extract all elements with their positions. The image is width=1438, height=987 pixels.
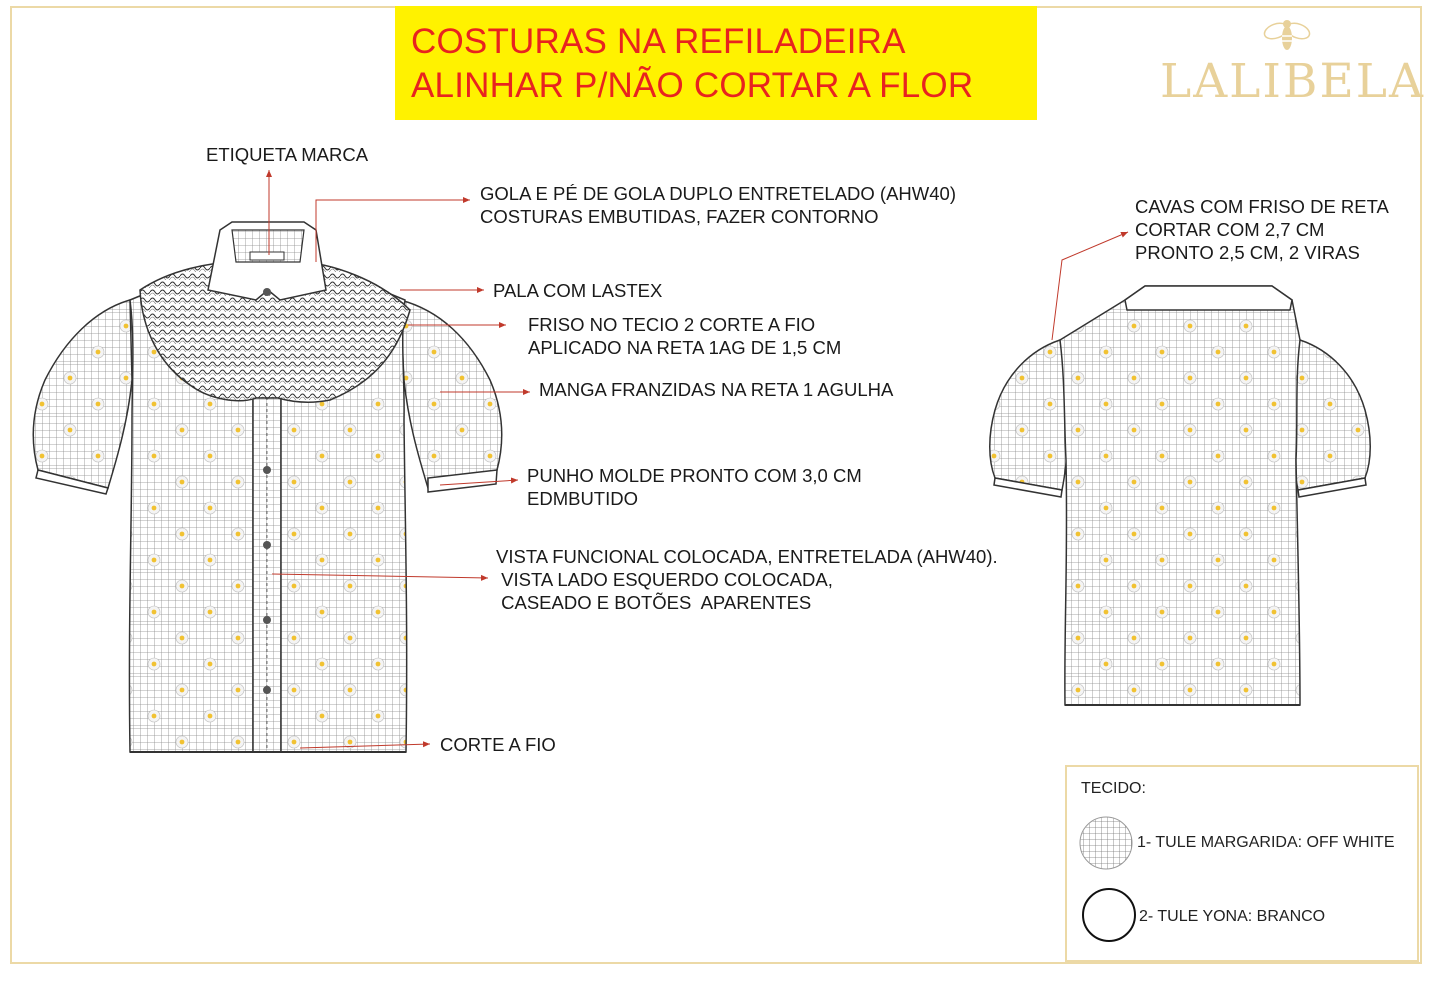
front-right-sleeve (400, 300, 502, 488)
note-etiqueta-marca: ETIQUETA MARCA (206, 144, 369, 165)
note-pala: PALA COM LASTEX (493, 280, 663, 301)
note-punho: PUNHO MOLDE PRONTO COM 3,0 CM EDMBUTIDO (527, 465, 862, 509)
note-friso: FRISO NO TECIO 2 CORTE A FIO APLICADO NA RETA 1AG DE 1,5 CM (528, 314, 842, 358)
brand-logo: LALIBELA (1160, 54, 1425, 109)
note-manga: MANGA FRANZIDAS NA RETA 1 AGULHA (539, 379, 894, 400)
back-left-sleeve (990, 340, 1069, 490)
note-cavas: CAVAS COM FRISO DE RETA CORTAR COM 2,7 CM PRONTO 2,5 CM, 2 VIRAS (1135, 196, 1389, 263)
front-left-sleeve (33, 300, 132, 488)
legend-swatch-tule-margarida (1077, 815, 1135, 871)
banner-line-2: ALINHAR P/NÃO CORTAR A FLOR (411, 66, 974, 105)
note-corte-a-fio: CORTE A FIO (440, 734, 556, 755)
back-shirt (990, 286, 1371, 705)
legend-item-2: 2- TULE YONA: BRANCO (1139, 908, 1326, 925)
front-shirt (33, 222, 501, 752)
note-vista: VISTA FUNCIONAL COLOCADA, ENTRETELADA (AHW40). VISTA LADO ESQUERDO COLOCADA, CASEADO E BOTÕES APARENTES (496, 546, 998, 613)
legend-item-1: 1- TULE MARGARIDA: OFF WHITE (1137, 834, 1395, 851)
back-body (1060, 286, 1300, 705)
back-right-sleeve (1291, 340, 1370, 490)
banner-line-1: COSTURAS NA REFILADEIRA (411, 22, 906, 61)
brand-label (250, 252, 284, 260)
legend-swatch-tule-yona (1079, 885, 1139, 945)
legend-title: TECIDO: (1081, 780, 1146, 797)
note-gola: GOLA E PÉ DE GOLA DUPLO ENTRETELADO (AHW40) COSTURAS EMBUTIDAS, FAZER CONTORNO (480, 183, 956, 227)
fabric-legend (1065, 765, 1419, 962)
